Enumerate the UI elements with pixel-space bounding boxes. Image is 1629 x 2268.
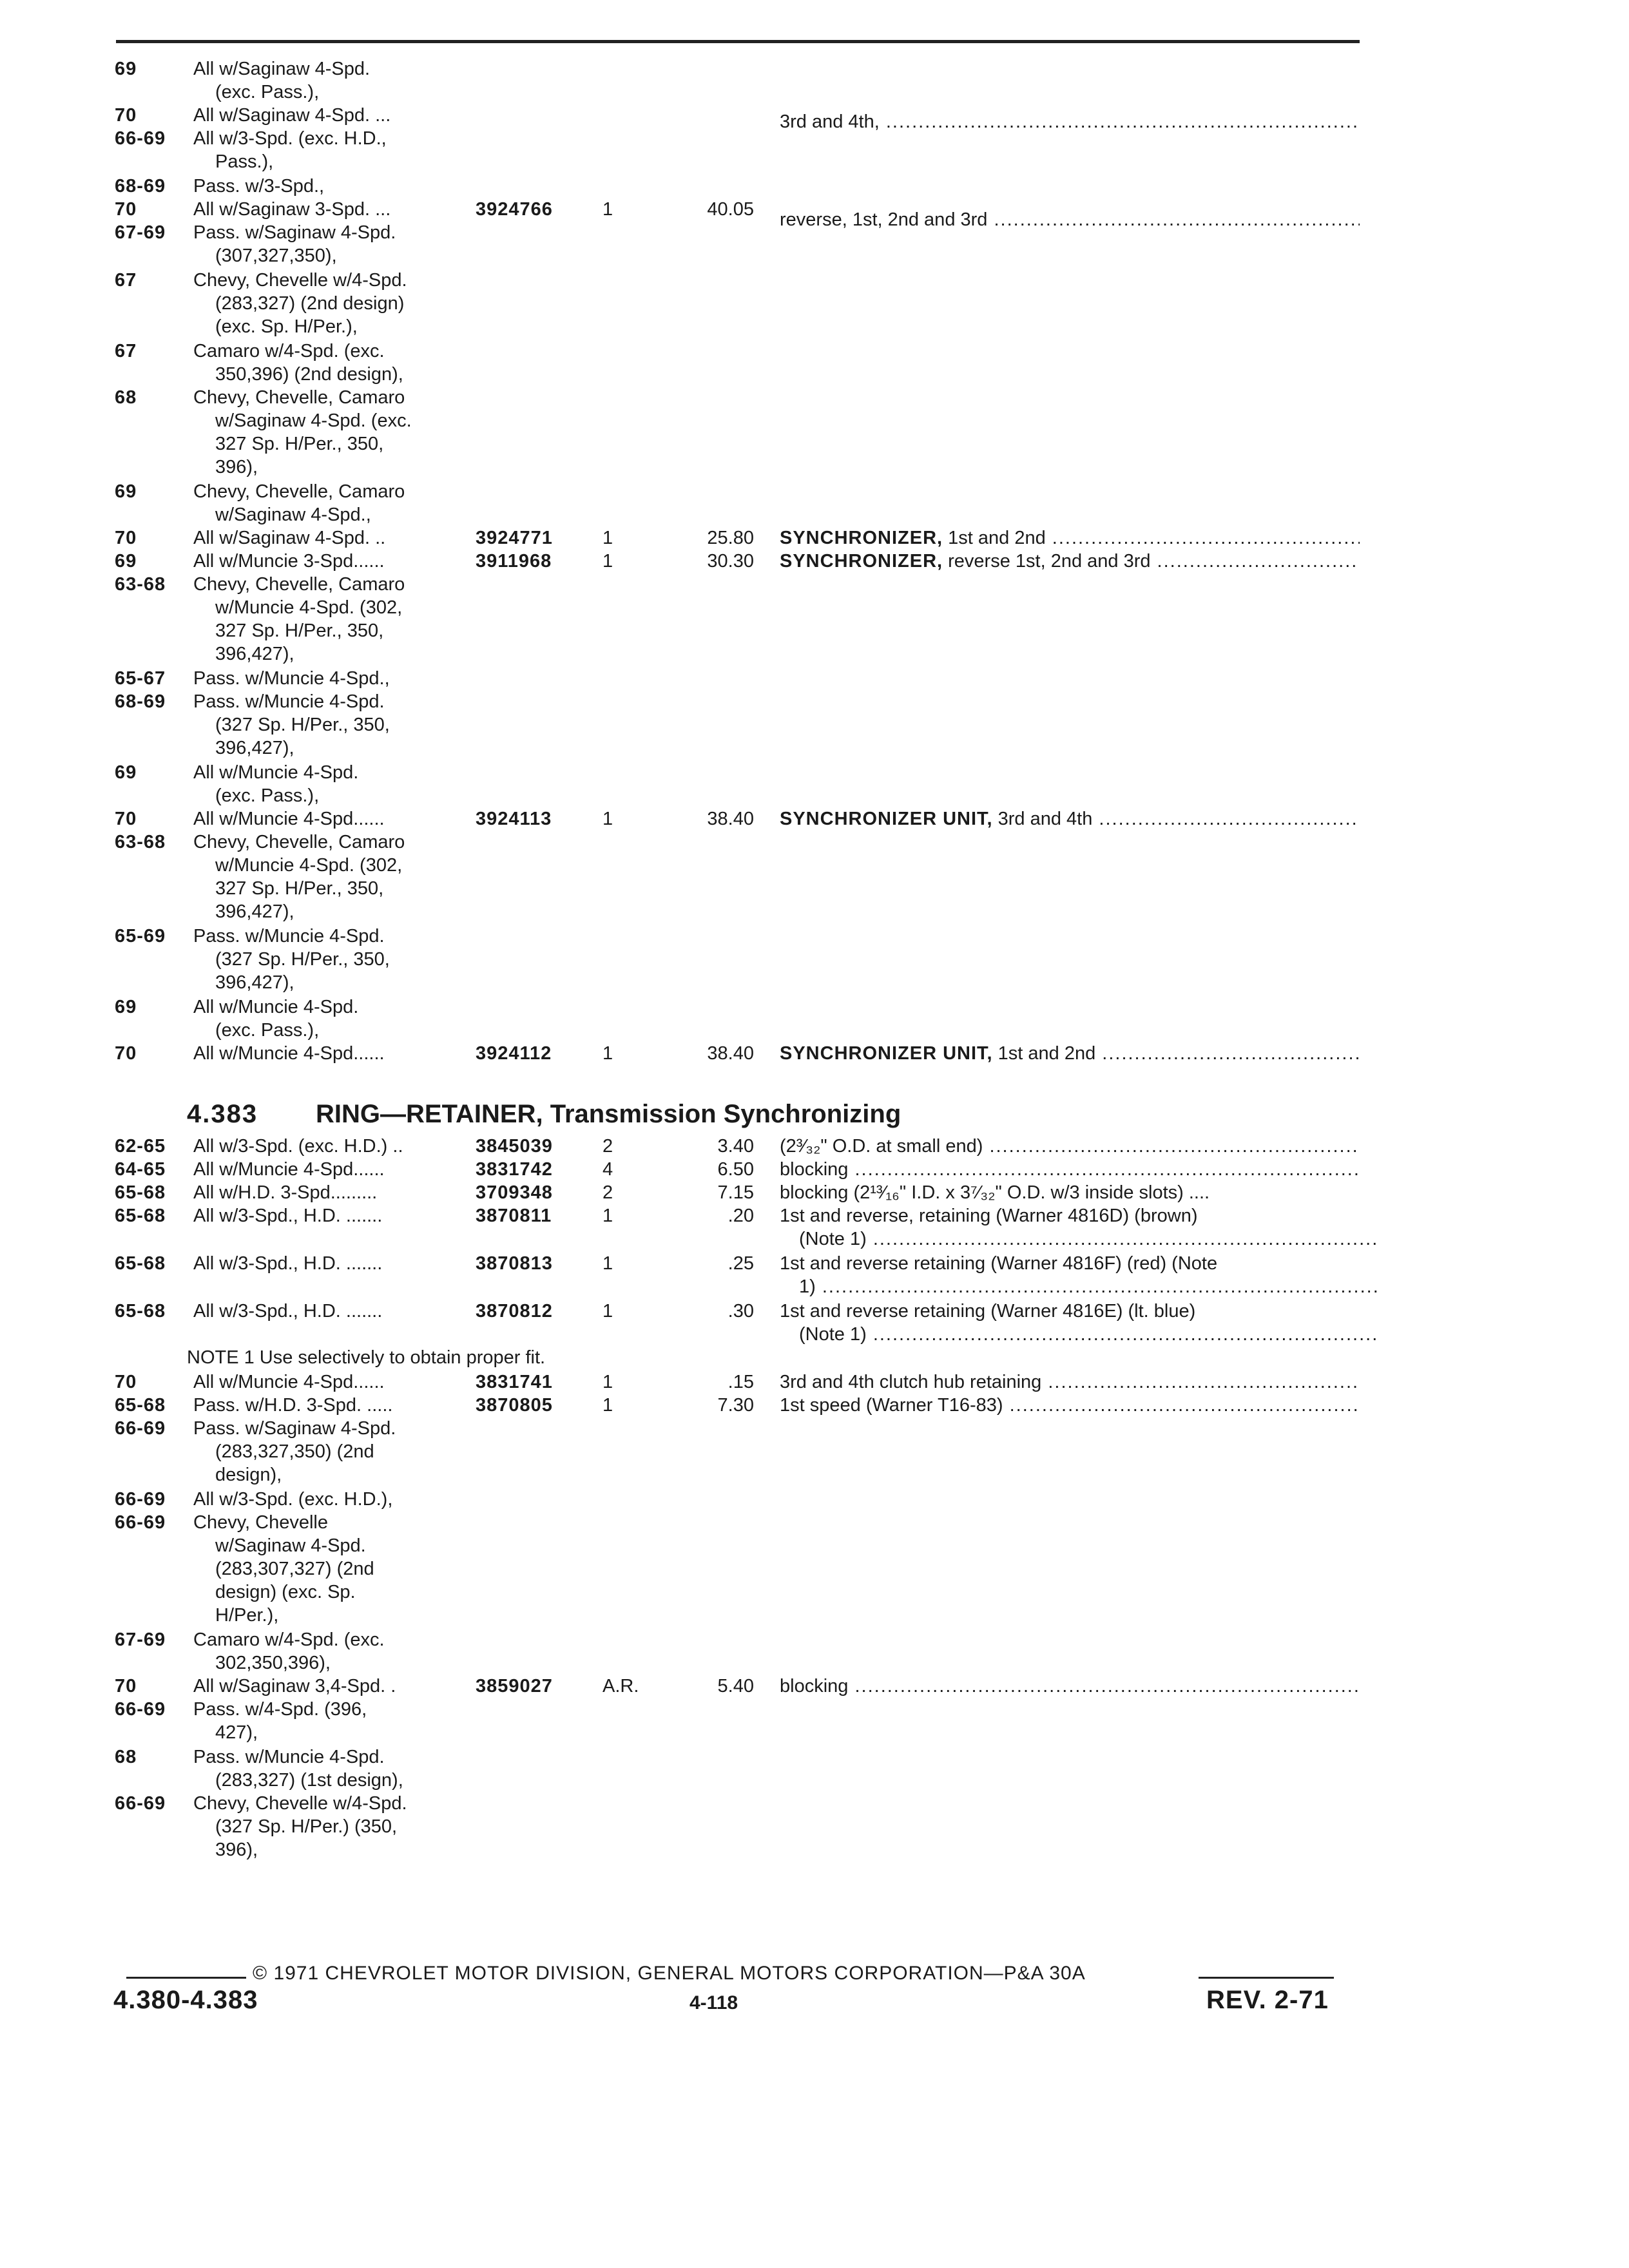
model-year: 65-68: [115, 1253, 166, 1274]
model-year: 69: [115, 59, 137, 79]
application-text: All w/Muncie 4-Spd......: [193, 1159, 385, 1180]
quantity: 1: [602, 199, 613, 220]
model-year: 66-69: [115, 1793, 166, 1814]
application-text: Chevy, Chevelle w/4-Spd.: [193, 1793, 407, 1814]
application-text: All w/Muncie 4-Spd.: [193, 762, 359, 783]
application-text: Camaro w/4-Spd. (exc.: [193, 1629, 385, 1650]
application-text: design) (exc. Sp.: [215, 1582, 356, 1602]
quantity: 1: [602, 528, 613, 548]
quantity: 2: [602, 1136, 613, 1157]
description-text: reverse, 1st, 2nd and 3rd .....: [780, 209, 1360, 230]
footer-page-number: 4-118: [689, 1992, 738, 2013]
application-text: All w/3-Spd. (exc. H.D.),: [193, 1489, 393, 1510]
description-text: 3rd and 4th, .....: [780, 111, 1360, 132]
application-text: 396,427),: [215, 738, 294, 758]
price: .30: [728, 1301, 754, 1321]
description-text: reverse 1st, 2nd and 3rd .....: [943, 551, 1360, 572]
price: .15: [728, 1372, 754, 1392]
footer-revision: REV. 2-71: [1206, 1986, 1329, 2014]
application-text: 427),: [215, 1722, 258, 1743]
price: .20: [728, 1206, 754, 1226]
application-text: (exc. Sp. H/Per.),: [215, 316, 358, 337]
application-text: H/Per.),: [215, 1605, 279, 1626]
model-year: 65-67: [115, 668, 166, 689]
section-heading: [187, 1098, 901, 1130]
price: 40.05: [707, 199, 754, 220]
application-text: 327 Sp. H/Per., 350,: [215, 620, 384, 641]
footer-rule-right: [1199, 1977, 1334, 1979]
description-text: blocking .....: [780, 1676, 1360, 1696]
description-text: 1st and reverse, retaining (Warner 4816D) (brown): [780, 1206, 1198, 1226]
part-number: 3870812: [476, 1301, 553, 1321]
part-description: [780, 1299, 1360, 1323]
application-text: (283,307,327) (2nd: [215, 1559, 374, 1579]
price: 38.40: [707, 1043, 754, 1064]
application-text: All w/Saginaw 4-Spd.: [193, 59, 371, 79]
quantity: 1: [602, 1372, 613, 1392]
model-year: 68-69: [115, 691, 166, 712]
part-description: [780, 807, 1360, 831]
model-year: 62-65: [115, 1136, 166, 1157]
application-text: Pass. w/3-Spd.,: [193, 176, 325, 197]
part-description: [780, 207, 1360, 232]
application-text: 327 Sp. H/Per., 350,: [215, 434, 384, 454]
application-text: Chevy, Chevelle, Camaro: [193, 832, 405, 852]
description-text: blocking .....: [780, 1159, 1360, 1180]
model-year: 70: [115, 105, 137, 126]
description-text: 3rd and 4th clutch hub retaining .....: [780, 1372, 1360, 1392]
part-number: 3911968: [476, 551, 552, 572]
application-text: 396,427),: [215, 972, 294, 993]
model-year: 66-69: [115, 1699, 166, 1720]
part-number: 3870813: [476, 1253, 553, 1274]
model-year: 68-69: [115, 176, 166, 197]
price: 25.80: [707, 528, 754, 548]
application-text: 396,427),: [215, 901, 294, 922]
description-text: 1st speed (Warner T16-83) .....: [780, 1395, 1360, 1416]
part-name: SYNCHRONIZER,: [780, 528, 943, 548]
model-year: 67: [115, 270, 137, 291]
application-text: All w/3-Spd., H.D. .......: [193, 1253, 383, 1274]
application-text: (307,327,350),: [215, 245, 337, 266]
model-year: 67: [115, 341, 137, 361]
application-text: All w/3-Spd. (exc. H.D.,: [193, 128, 387, 149]
application-text: All w/Muncie 4-Spd......: [193, 809, 385, 829]
application-text: (exc. Pass.),: [215, 785, 320, 806]
model-year: 70: [115, 199, 137, 220]
part-description: [780, 1393, 1360, 1418]
application-text: All w/Muncie 4-Spd......: [193, 1043, 385, 1064]
application-text: (283,327) (1st design),: [215, 1770, 403, 1791]
part-number: 3845039: [476, 1136, 553, 1157]
part-description: [780, 526, 1360, 550]
part-description: [780, 1134, 1360, 1158]
model-year: 70: [115, 1676, 137, 1696]
model-year: 67-69: [115, 1629, 166, 1650]
part-description: [780, 549, 1360, 573]
model-year: 64-65: [115, 1159, 166, 1180]
price: 30.30: [707, 551, 754, 572]
description-text: (Note 1) .....: [799, 1324, 1379, 1345]
model-year: 70: [115, 1043, 137, 1064]
application-text: All w/Muncie 4-Spd.: [193, 997, 359, 1017]
part-number: 3831742: [476, 1159, 553, 1180]
model-year: 69: [115, 481, 137, 502]
part-description: [780, 1674, 1360, 1698]
application-text: 302,350,396),: [215, 1653, 331, 1673]
application-text: All w/Saginaw 3,4-Spd. .: [193, 1676, 396, 1696]
application-text: (283,327) (2nd design): [215, 293, 405, 314]
model-year: 70: [115, 809, 137, 829]
application-text: w/Saginaw 4-Spd. (exc.: [215, 410, 412, 431]
section-number: 4.383: [187, 1100, 258, 1128]
model-year: 66-69: [115, 1489, 166, 1510]
application-text: Chevy, Chevelle, Camaro: [193, 387, 405, 408]
model-year: 67-69: [115, 222, 166, 243]
application-text: w/Muncie 4-Spd. (302,: [215, 855, 403, 876]
part-description: [799, 1227, 1379, 1251]
application-text: (exc. Pass.),: [215, 1020, 320, 1041]
model-year: 65-68: [115, 1182, 166, 1203]
part-number: 3870811: [476, 1206, 552, 1226]
part-number: 3859027: [476, 1676, 553, 1696]
part-description: [780, 1157, 1360, 1182]
application-text: Pass. w/H.D. 3-Spd. .....: [193, 1395, 393, 1416]
application-text: (327 Sp. H/Per., 350,: [215, 949, 390, 970]
model-year: 65-68: [115, 1395, 166, 1416]
price: 7.15: [717, 1182, 754, 1203]
application-text: All w/3-Spd. (exc. H.D.) ..: [193, 1136, 403, 1157]
application-text: 396,427),: [215, 644, 294, 664]
model-year: 65-69: [115, 926, 166, 947]
quantity: 1: [602, 1253, 613, 1274]
quantity: 2: [602, 1182, 613, 1203]
description-text: 1st and 2nd .....: [993, 1043, 1360, 1064]
price: 5.40: [717, 1676, 754, 1696]
application-text: Pass. w/Saginaw 4-Spd.: [193, 1418, 396, 1439]
application-text: Pass. w/Muncie 4-Spd.,: [193, 668, 390, 689]
application-text: Pass. w/Muncie 4-Spd.: [193, 926, 385, 947]
application-text: (283,327,350) (2nd: [215, 1441, 374, 1462]
part-description: [799, 1322, 1379, 1347]
application-text: Pass. w/Muncie 4-Spd.: [193, 691, 385, 712]
part-description: [780, 1251, 1360, 1276]
description-text: 3rd and 4th .....: [993, 809, 1360, 829]
part-description: [799, 1274, 1379, 1299]
application-text: All w/Saginaw 4-Spd. ..: [193, 528, 386, 548]
model-year: 68: [115, 1747, 137, 1767]
price: 7.30: [717, 1395, 754, 1416]
part-number: 3924112: [476, 1043, 552, 1064]
model-year: 66-69: [115, 1512, 166, 1533]
model-year: 65-68: [115, 1301, 166, 1321]
model-year: 70: [115, 528, 137, 548]
application-text: Camaro w/4-Spd. (exc.: [193, 341, 385, 361]
application-text: All w/H.D. 3-Spd.........: [193, 1182, 378, 1203]
footer-group-range: 4.380-4.383: [113, 1986, 258, 2014]
application-text: Chevy, Chevelle w/4-Spd.: [193, 270, 407, 291]
application-text: All w/Saginaw 3-Spd. ...: [193, 199, 391, 220]
application-text: w/Muncie 4-Spd. (302,: [215, 597, 403, 618]
part-number: 3870805: [476, 1395, 553, 1416]
application-text: Chevy, Chevelle: [193, 1512, 329, 1533]
application-text: All w/Saginaw 4-Spd. ...: [193, 105, 391, 126]
model-year: 69: [115, 551, 137, 572]
part-name: SYNCHRONIZER UNIT,: [780, 1043, 993, 1064]
footer-copyright: © 1971 CHEVROLET MOTOR DIVISION, GENERAL MOTORS CORPORATION—P&A 30A: [253, 1963, 1086, 1984]
quantity: 1: [602, 551, 613, 572]
part-number: 3924771: [476, 528, 553, 548]
price: 6.50: [717, 1159, 754, 1180]
application-text: Pass. w/4-Spd. (396,: [193, 1699, 367, 1720]
application-text: 350,396) (2nd design),: [215, 364, 403, 385]
application-text: All w/3-Spd., H.D. .......: [193, 1206, 383, 1226]
application-text: (exc. Pass.),: [215, 82, 320, 102]
part-number: 3831741: [476, 1372, 553, 1392]
model-year: 69: [115, 997, 137, 1017]
quantity: 1: [602, 1395, 613, 1416]
part-number: 3924766: [476, 199, 553, 220]
part-number: 3709348: [476, 1182, 553, 1203]
description-text: 1) .....: [799, 1276, 1379, 1297]
part-description: [780, 1180, 1360, 1205]
model-year: 68: [115, 387, 137, 408]
application-text: 396),: [215, 457, 258, 477]
quantity: 1: [602, 1301, 613, 1321]
model-year: 65-68: [115, 1206, 166, 1226]
application-text: Pass. w/Saginaw 4-Spd.: [193, 222, 396, 243]
price: .25: [728, 1253, 754, 1274]
quantity: 1: [602, 1206, 613, 1226]
application-text: Pass. w/Muncie 4-Spd.: [193, 1747, 385, 1767]
application-text: All w/Muncie 4-Spd......: [193, 1372, 385, 1392]
part-description: [780, 1041, 1360, 1066]
application-text: (327 Sp. H/Per., 350,: [215, 715, 390, 735]
description-text: (2³⁄₃₂" O.D. at small end) .....: [780, 1136, 1360, 1157]
application-text: Chevy, Chevelle, Camaro: [193, 481, 405, 502]
description-text: 1st and reverse retaining (Warner 4816F) (red) (Note: [780, 1253, 1218, 1274]
part-description: [780, 110, 1360, 134]
model-year: 66-69: [115, 128, 166, 149]
model-year: 69: [115, 762, 137, 783]
description-text: 1st and reverse retaining (Warner 4816E) (lt. blue): [780, 1301, 1196, 1321]
description-text: (Note 1) .....: [799, 1229, 1379, 1249]
application-text: w/Saginaw 4-Spd.: [215, 1535, 366, 1556]
part-number: 3924113: [476, 809, 552, 829]
application-text: design),: [215, 1465, 282, 1485]
quantity: 4: [602, 1159, 613, 1180]
application-text: All w/3-Spd., H.D. .......: [193, 1301, 383, 1321]
price: 38.40: [707, 809, 754, 829]
section-title: RING—RETAINER, Transmission Synchronizing: [316, 1100, 901, 1128]
footer-rule-left: [126, 1977, 246, 1979]
application-text: (327 Sp. H/Per.) (350,: [215, 1816, 398, 1837]
part-description: [780, 1204, 1360, 1228]
quantity: A.R.: [602, 1676, 639, 1696]
model-year: 70: [115, 1372, 137, 1392]
description-text: 1st and 2nd .....: [943, 528, 1360, 548]
application-text: 396),: [215, 1840, 258, 1860]
part-description: [780, 1370, 1360, 1394]
part-name: SYNCHRONIZER UNIT,: [780, 809, 993, 829]
footnote: NOTE 1 Use selectively to obtain proper fit.: [187, 1347, 546, 1368]
description-text: blocking (2¹³⁄₁₆" I.D. x 3⁷⁄₃₂" O.D. w/3 inside slots) ....: [780, 1182, 1210, 1203]
application-text: Chevy, Chevelle, Camaro: [193, 574, 405, 595]
top-rule-thick: [116, 40, 1360, 43]
application-text: 327 Sp. H/Per., 350,: [215, 878, 384, 899]
model-year: 63-68: [115, 574, 166, 595]
application-text: Pass.),: [215, 151, 274, 172]
part-name: SYNCHRONIZER,: [780, 551, 943, 572]
application-text: w/Saginaw 4-Spd.,: [215, 505, 371, 525]
model-year: 63-68: [115, 832, 166, 852]
quantity: 1: [602, 809, 613, 829]
price: 3.40: [717, 1136, 754, 1157]
application-text: All w/Muncie 3-Spd......: [193, 551, 385, 572]
quantity: 1: [602, 1043, 613, 1064]
model-year: 66-69: [115, 1418, 166, 1439]
